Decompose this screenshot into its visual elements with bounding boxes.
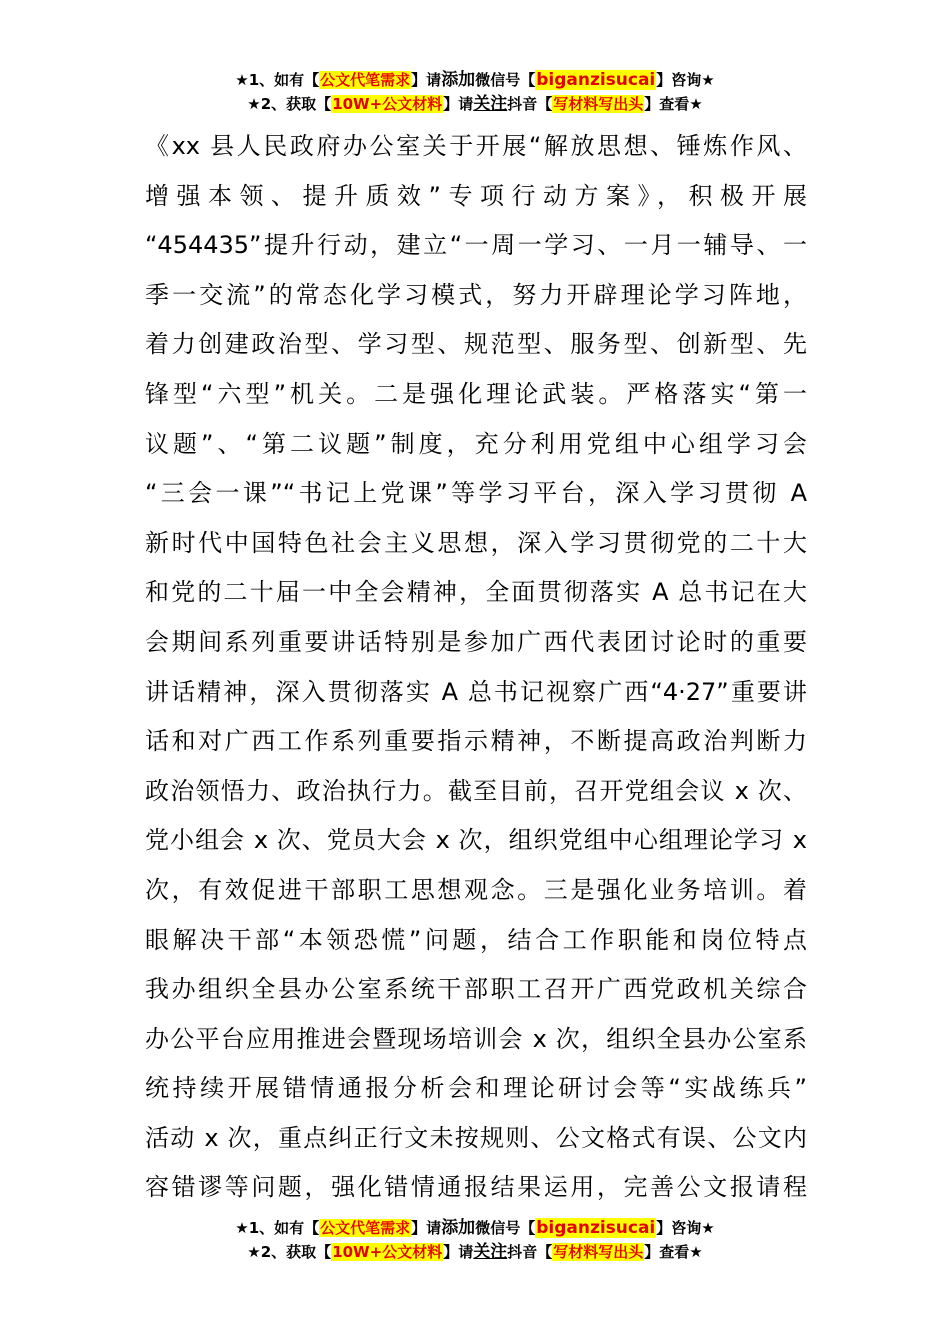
- banner-text: ★2、获取【: [247, 95, 332, 113]
- body-text-line: 会期间系列重要讲话特别是参加广西代表团讨论时的重要: [145, 627, 807, 656]
- banner-text: 】查看★: [644, 1243, 703, 1261]
- banner-emphasis: 关注: [473, 1242, 508, 1262]
- banner-highlight: 写材料写出头: [553, 1243, 644, 1261]
- banner-text: 】查看★: [644, 95, 703, 113]
- body-text-line: 统持续开展错情通报分析会和理论研讨会等“实战练兵”: [145, 1074, 807, 1103]
- body-text-line: 季一交流”的常态化学习模式，努力开辟理论学习阵地，: [145, 280, 807, 309]
- body-text-line: “三会一课”“书记上党课”等学习平台，深入学习贯彻 A: [145, 479, 807, 508]
- banner-highlight: 10W+公文材料: [332, 1243, 443, 1261]
- banner-text: ★1、如有【: [235, 1219, 320, 1237]
- body-text-line: 容错谬等问题，强化错情通报结果运用，完善公文报请程: [145, 1173, 807, 1202]
- body-text-line: 《xx 县人民政府办公室关于开展“解放思想、锤炼作风、: [145, 132, 807, 160]
- banner-highlight: 公文代笔需求: [320, 71, 411, 89]
- banner-emphasis: 添加: [441, 70, 476, 90]
- banner-highlight: 10W+公文材料: [332, 95, 443, 113]
- body-text-line: 活动 x 次，重点纠正行文未按规则、公文格式有误、公文内: [145, 1123, 807, 1152]
- body-text-line: 讲话精神，深入贯彻落实 A 总书记视察广西“4·27”重要讲: [145, 677, 807, 706]
- banner-text: 】咨询★: [656, 1219, 715, 1237]
- body-text-line: 政治领悟力、政治执行力。截至目前，召开党组会议 x 次、: [145, 776, 807, 805]
- header-banner: [0, 68, 950, 116]
- banner-text: ★1、如有【: [235, 71, 320, 89]
- body-text-line: 眼解决干部“本领恐慌”问题，结合工作职能和岗位特点: [145, 925, 807, 954]
- body-text-line: 新时代中国特色社会主义思想，深入学习贯彻党的二十大: [145, 528, 807, 557]
- footer-banner: [0, 1216, 950, 1264]
- body-text-line: 次，有效促进干部职工思想观念。三是强化业务培训。着: [145, 875, 807, 904]
- body-text-line: 党小组会 x 次、党员大会 x 次，组织党组中心组理论学习 x: [145, 826, 807, 855]
- banner-line-2: [0, 92, 950, 116]
- banner-text: 】请: [443, 95, 474, 113]
- body-text-line: 增强本领、提升质效”专项行动方案》，积极开展: [145, 181, 807, 210]
- banner-line-1: [0, 1216, 950, 1240]
- document-body: [145, 122, 807, 1213]
- banner-line-1: [0, 68, 950, 92]
- banner-text: 抖音【: [507, 95, 553, 113]
- body-text-line: 锋型“六型”机关。二是强化理论武装。严格落实“第一: [145, 379, 807, 408]
- banner-highlight: 公文代笔需求: [320, 1219, 411, 1237]
- body-text-line: 办公平台应用推进会暨现场培训会 x 次，组织全县办公室系: [145, 1024, 807, 1053]
- banner-text: 微信号【: [475, 71, 536, 89]
- banner-text: 】请: [411, 1219, 442, 1237]
- body-text-line: 话和对广西工作系列重要指示精神，不断提高政治判断力: [145, 727, 807, 756]
- banner-text: 抖音【: [507, 1243, 553, 1261]
- banner-text: 微信号【: [475, 1219, 536, 1237]
- banner-text: 】请: [411, 71, 442, 89]
- body-text-line: “454435”提升行动，建立“一周一学习、一月一辅导、一: [145, 231, 807, 260]
- banner-line-2: [0, 1240, 950, 1264]
- banner-wechat-id: biganzisucai: [536, 1218, 656, 1238]
- banner-text: 】请: [443, 1243, 474, 1261]
- body-text-line: 着力创建政治型、学习型、规范型、服务型、创新型、先: [145, 330, 807, 359]
- body-text-line: 我办组织全县办公室系统干部职工召开广西党政机关综合: [145, 975, 807, 1004]
- banner-emphasis: 添加: [441, 1218, 476, 1238]
- banner-emphasis: 关注: [473, 94, 508, 114]
- banner-text: ★2、获取【: [247, 1243, 332, 1261]
- banner-wechat-id: biganzisucai: [536, 70, 656, 90]
- banner-highlight: 写材料写出头: [553, 95, 644, 113]
- body-text-line: 议题”、“第二议题”制度，充分利用党组中心组学习会: [145, 429, 807, 458]
- banner-text: 】咨询★: [656, 71, 715, 89]
- body-text-line: 和党的二十届一中全会精神，全面贯彻落实 A 总书记在大: [145, 578, 807, 607]
